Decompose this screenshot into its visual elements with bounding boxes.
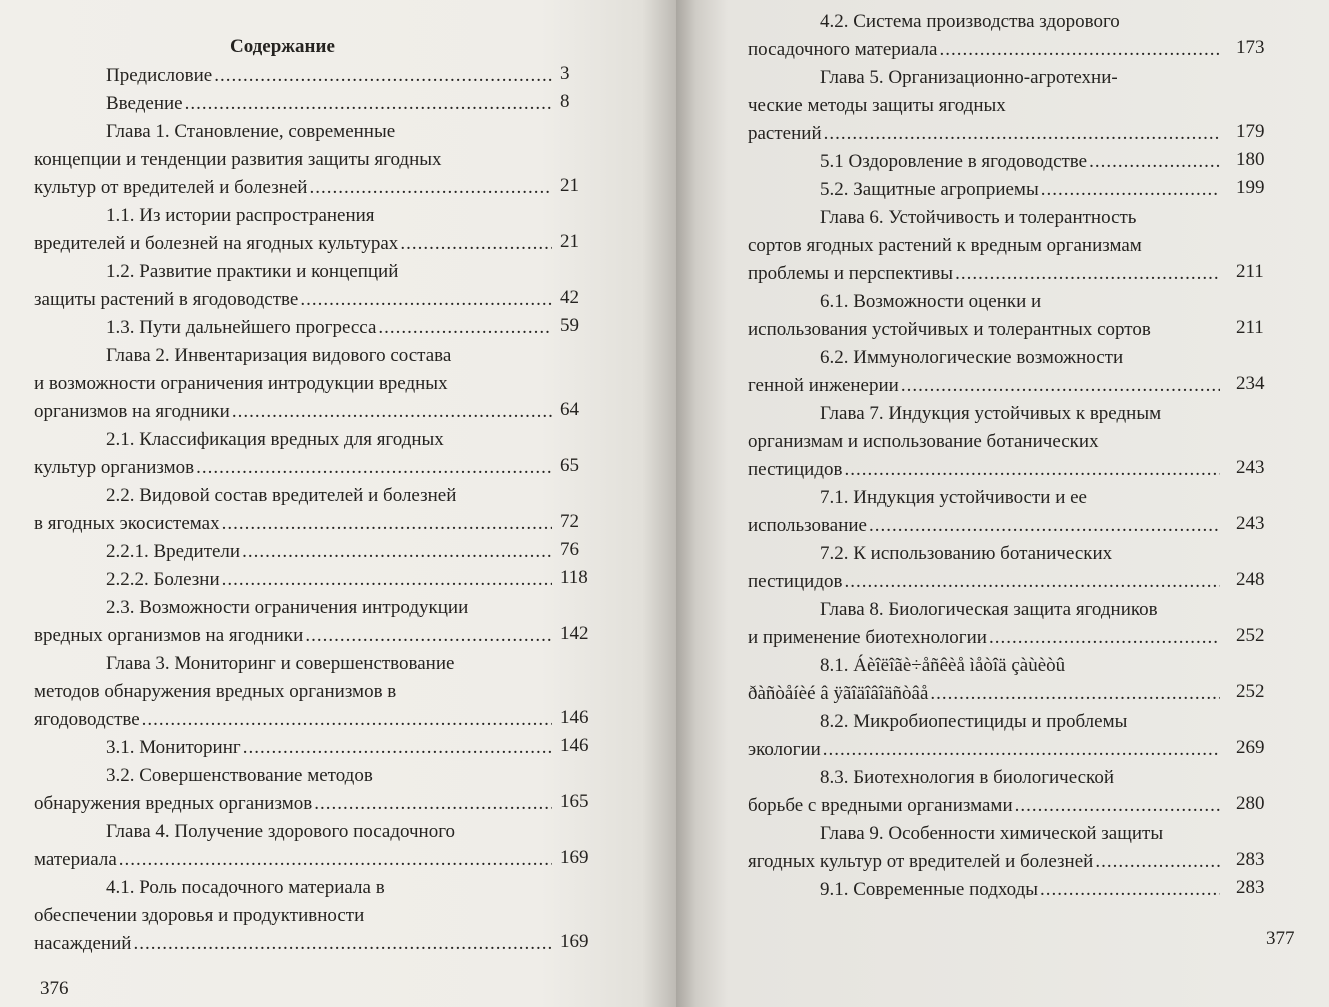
toc-entry-text: защиты растений в ягодоводстве xyxy=(34,289,299,310)
toc-page-number: 211 xyxy=(1236,261,1264,282)
leader-dots xyxy=(955,260,1220,288)
toc-entry xyxy=(748,484,1265,540)
toc-entry-line: 6.2. Иммунологические возможности xyxy=(820,347,1124,368)
toc-entry xyxy=(748,204,1264,288)
toc-entry-lastline xyxy=(748,792,1222,820)
toc-entry-lastline xyxy=(34,510,554,538)
toc-entry-text: 5.1 Оздоровление в ягодоводстве xyxy=(820,151,1088,172)
toc-entry-line: методов обнаружения вредных организмов в xyxy=(34,681,397,702)
toc-entry-line: 2.1. Классификация вредных для ягодных xyxy=(106,429,444,450)
leader-dots xyxy=(869,512,1220,540)
toc-entry xyxy=(748,820,1265,876)
toc-entry-text: растений xyxy=(748,123,822,144)
toc-entry xyxy=(34,202,579,258)
toc-entry-line: 2.3. Возможности ограничения интродукции xyxy=(106,597,469,618)
toc-entry-text: 2.2.1. Вредители xyxy=(106,541,241,562)
toc-page-number: 269 xyxy=(1236,737,1265,758)
toc-entry xyxy=(748,344,1265,400)
toc-entry-lastline xyxy=(34,62,554,90)
toc-entry-lastline xyxy=(748,568,1222,596)
toc-entry-text: ягодоводстве xyxy=(34,709,140,730)
toc-entry xyxy=(748,176,1265,204)
toc-entry-lastline xyxy=(34,90,554,118)
toc-page-number: 280 xyxy=(1236,793,1265,814)
toc-entry-lastline xyxy=(34,930,554,958)
toc-page-number: 21 xyxy=(560,231,579,252)
toc-entry-line: 7.2. К использованию ботанических xyxy=(820,543,1113,564)
leader-dots xyxy=(314,790,552,818)
toc-entry xyxy=(748,652,1265,708)
toc-page-number: 8 xyxy=(560,91,570,112)
toc-entry-text: Предисловие xyxy=(106,65,213,86)
toc-page-number: 283 xyxy=(1236,849,1265,870)
toc-entry xyxy=(34,342,579,426)
toc-page-number: 64 xyxy=(560,399,579,420)
toc-entry-text: организмов на ягодники xyxy=(34,401,230,422)
toc-entry-text: вредных организмов на ягодники xyxy=(34,625,304,646)
toc-entry-lastline xyxy=(748,848,1222,876)
toc-entry-lastline xyxy=(34,706,554,734)
toc-page-number: 59 xyxy=(560,315,579,336)
leader-dots xyxy=(378,314,552,342)
leader-dots xyxy=(1040,876,1220,904)
toc-entry-lastline xyxy=(34,846,554,874)
leader-dots xyxy=(1041,176,1220,204)
toc-entry xyxy=(34,650,589,734)
toc-entry-lastline xyxy=(748,148,1222,176)
toc-page-number: 234 xyxy=(1236,373,1265,394)
toc-entry-line: 3.2. Совершенствование методов xyxy=(106,765,373,786)
toc-entry xyxy=(34,62,570,90)
toc-entry-line: 4.2. Система производства здорового xyxy=(820,11,1120,32)
toc-page-number: 252 xyxy=(1236,625,1265,646)
toc-entry xyxy=(34,818,589,874)
toc-entry-lastline xyxy=(34,566,554,594)
toc-page-number: 169 xyxy=(560,931,589,952)
toc-page-number: 248 xyxy=(1236,569,1265,590)
toc-entry-text: использование xyxy=(748,515,867,536)
toc-entry-line: 1.1. Из истории распространения xyxy=(106,205,375,226)
toc-entry-lastline xyxy=(34,734,554,762)
toc-entry-line: концепции и тенденции развития защиты ягодных xyxy=(34,149,442,170)
toc-entry xyxy=(748,64,1265,148)
leader-dots xyxy=(1015,792,1220,820)
toc-title: Содержание xyxy=(230,36,335,57)
toc-entry-lastline xyxy=(748,736,1222,764)
toc-page-number: 42 xyxy=(560,287,579,308)
toc-entry-line: Глава 3. Мониторинг и совершенствование xyxy=(106,653,455,674)
right-toc-column xyxy=(748,8,1265,904)
leader-dots xyxy=(824,120,1220,148)
toc-entry xyxy=(34,566,588,594)
left-page-number: 376 xyxy=(40,978,69,999)
toc-entry-lastline xyxy=(748,512,1222,540)
toc-entry-text: обнаружения вредных организмов xyxy=(34,793,313,814)
toc-page-number: 146 xyxy=(560,707,589,728)
toc-entry xyxy=(34,90,570,118)
leader-dots xyxy=(930,680,1220,708)
leader-dots xyxy=(1089,148,1220,176)
toc-page-number: 243 xyxy=(1236,513,1265,534)
toc-entry-text: проблемы и перспективы xyxy=(748,263,954,284)
toc-page-number: 252 xyxy=(1236,681,1265,702)
toc-page-number: 199 xyxy=(1236,177,1265,198)
toc-entry xyxy=(748,148,1265,176)
toc-entry xyxy=(748,596,1265,652)
toc-entry xyxy=(748,540,1265,596)
toc-page-number: 65 xyxy=(560,455,579,476)
toc-entry-text: ðàñòåíèé â ÿãîäîâîäñòâå xyxy=(748,683,929,704)
toc-page-number: 146 xyxy=(560,735,589,756)
toc-entry-line: организмам и использование ботанических xyxy=(748,431,1099,452)
toc-entry xyxy=(34,538,579,566)
toc-entry-text: генной инженерии xyxy=(748,375,899,396)
toc-entry-line: 4.1. Роль посадочного материала в xyxy=(106,877,385,898)
toc-entry-lastline xyxy=(748,36,1222,64)
toc-page-number: 142 xyxy=(560,623,589,644)
leader-dots xyxy=(305,622,552,650)
toc-entry-line: 8.2. Микробиопестициды и проблемы xyxy=(820,711,1128,732)
right-page xyxy=(676,0,1329,1007)
leader-dots xyxy=(823,736,1220,764)
toc-entry xyxy=(748,288,1264,344)
toc-entry-lastline xyxy=(34,790,554,818)
toc-entry xyxy=(34,734,589,762)
toc-entry-lastline xyxy=(34,398,554,426)
toc-entry-lastline xyxy=(748,680,1222,708)
toc-entry-lastline xyxy=(34,230,554,258)
toc-entry-text: 1.3. Пути дальнейшего прогресса xyxy=(106,317,377,338)
toc-entry-line: Глава 8. Биологическая защита ягодников xyxy=(820,599,1158,620)
toc-page-number: 72 xyxy=(560,511,579,532)
toc-entry-text: 5.2. Защитные агроприемы xyxy=(820,179,1039,200)
leader-dots xyxy=(214,62,552,90)
toc-entry-line: 1.2. Развитие практики и концепций xyxy=(106,261,399,282)
leader-dots xyxy=(844,456,1220,484)
toc-entry-text: пестицидов xyxy=(748,571,843,592)
toc-entry-line: 7.1. Индукция устойчивости и ее xyxy=(820,487,1087,508)
leader-dots xyxy=(901,372,1220,400)
toc-entry xyxy=(34,482,579,538)
toc-entry xyxy=(34,118,579,202)
toc-entry-lastline xyxy=(748,316,1222,344)
toc-page-number: 21 xyxy=(560,175,579,196)
leader-dots xyxy=(119,846,552,874)
leader-dots xyxy=(989,624,1220,652)
toc-entry-text: использования устойчивых и толерантных сортов xyxy=(748,319,1151,340)
toc-entry-lastline xyxy=(34,538,554,566)
toc-page-number: 76 xyxy=(560,539,579,560)
leader-dots xyxy=(242,538,552,566)
leader-dots xyxy=(185,90,552,118)
toc-entry-lastline xyxy=(748,456,1222,484)
leader-dots xyxy=(232,398,552,426)
toc-entry-text: ягодных культур от вредителей и болезней xyxy=(748,851,1094,872)
toc-entry-line: 6.1. Возможности оценки и xyxy=(820,291,1042,312)
toc-entry-text: 3.1. Мониторинг xyxy=(106,737,241,758)
toc-entry xyxy=(748,764,1265,820)
toc-entry-text: культур организмов xyxy=(34,457,195,478)
toc-entry-text: Введение xyxy=(106,93,183,114)
leader-dots xyxy=(222,566,552,594)
toc-entry-line: сортов ягодных растений к вредным организмам xyxy=(748,235,1142,256)
leader-dots xyxy=(196,454,552,482)
toc-entry xyxy=(748,876,1265,904)
toc-entry-line: 2.2. Видовой состав вредителей и болезней xyxy=(106,485,457,506)
leader-dots xyxy=(844,568,1220,596)
toc-entry xyxy=(748,400,1265,484)
toc-entry-text: культур от вредителей и болезней xyxy=(34,177,308,198)
toc-page-number: 243 xyxy=(1236,457,1265,478)
toc-entry-text: в ягодных экосистемах xyxy=(34,513,220,534)
toc-entry-line: обеспечении здоровья и продуктивности xyxy=(34,905,365,926)
toc-entry-lastline xyxy=(34,622,554,650)
toc-entry-line: Глава 7. Индукция устойчивых к вредным xyxy=(820,403,1162,424)
toc-entry-lastline xyxy=(748,372,1222,400)
toc-page-number: 179 xyxy=(1236,121,1265,142)
leader-dots xyxy=(309,174,552,202)
right-page-number: 377 xyxy=(1266,928,1295,949)
toc-entry-line: Глава 1. Становление, современные xyxy=(106,121,396,142)
toc-entry-lastline xyxy=(748,120,1222,148)
toc-entry-line: Глава 6. Устойчивость и толерантность xyxy=(820,207,1137,228)
toc-entry-line: Глава 9. Особенности химической защиты xyxy=(820,823,1164,844)
toc-entry-line: Глава 5. Организационно-агротехни- xyxy=(820,67,1118,88)
toc-entry-lastline xyxy=(748,624,1222,652)
toc-entry-lastline xyxy=(748,176,1222,204)
toc-page-number: 283 xyxy=(1236,877,1265,898)
toc-page-number: 173 xyxy=(1236,37,1265,58)
toc-entry-line: и возможности ограничения интродукции вредных xyxy=(34,373,448,394)
toc-entry-lastline xyxy=(748,260,1222,288)
toc-entry xyxy=(34,594,589,650)
leader-dots xyxy=(133,930,552,958)
toc-entry-lastline xyxy=(748,876,1222,904)
toc-entry-text: 9.1. Современные подходы xyxy=(820,879,1039,900)
toc-entry-lastline xyxy=(34,174,554,202)
toc-entry-lastline xyxy=(34,314,554,342)
leader-dots xyxy=(1095,848,1220,876)
toc-page-number: 3 xyxy=(560,63,570,84)
toc-entry-line: 8.3. Биотехнология в биологической xyxy=(820,767,1114,788)
toc-entry xyxy=(34,258,579,314)
left-toc-column xyxy=(34,62,589,958)
leader-dots xyxy=(939,36,1220,64)
toc-entry-lastline xyxy=(34,286,554,314)
toc-page-number: 169 xyxy=(560,847,589,868)
toc-page-number: 165 xyxy=(560,791,589,812)
toc-entry-text: насаждений xyxy=(34,933,132,954)
toc-entry-line: Глава 2. Инвентаризация видового состава xyxy=(106,345,452,366)
toc-entry-text: 2.2.2. Болезни xyxy=(106,569,220,590)
leader-dots xyxy=(243,734,552,762)
toc-entry-text: экологии xyxy=(748,739,821,760)
toc-entry-text: пестицидов xyxy=(748,459,843,480)
toc-entry-lastline xyxy=(34,454,554,482)
toc-entry-line: ческие методы защиты ягодных xyxy=(748,95,1006,116)
toc-entry-line: 8.1. Áèîëîãè÷åñêèå ìåòîä çàùèòû xyxy=(820,655,1066,676)
leader-dots xyxy=(400,230,552,258)
toc-entry-text: борьбе с вредными организмами xyxy=(748,795,1013,816)
leader-dots xyxy=(222,510,552,538)
toc-entry xyxy=(34,426,579,482)
toc-entry-text: и применение биотехнологии xyxy=(748,627,987,648)
toc-page-number: 118 xyxy=(560,567,588,588)
toc-page-number: 211 xyxy=(1236,317,1264,338)
leader-dots xyxy=(142,706,552,734)
toc-entry xyxy=(34,874,589,958)
leader-dots xyxy=(300,286,552,314)
toc-entry-text: вредителей и болезней на ягодных культурах xyxy=(34,233,399,254)
toc-entry-line: Глава 4. Получение здорового посадочного xyxy=(106,821,456,842)
toc-entry xyxy=(34,762,589,818)
toc-entry xyxy=(748,708,1265,764)
toc-entry-text: посадочного материала xyxy=(748,39,938,60)
toc-entry xyxy=(34,314,579,342)
toc-page-number: 180 xyxy=(1236,149,1265,170)
toc-entry xyxy=(748,8,1265,64)
toc-entry-text: материала xyxy=(34,849,117,870)
